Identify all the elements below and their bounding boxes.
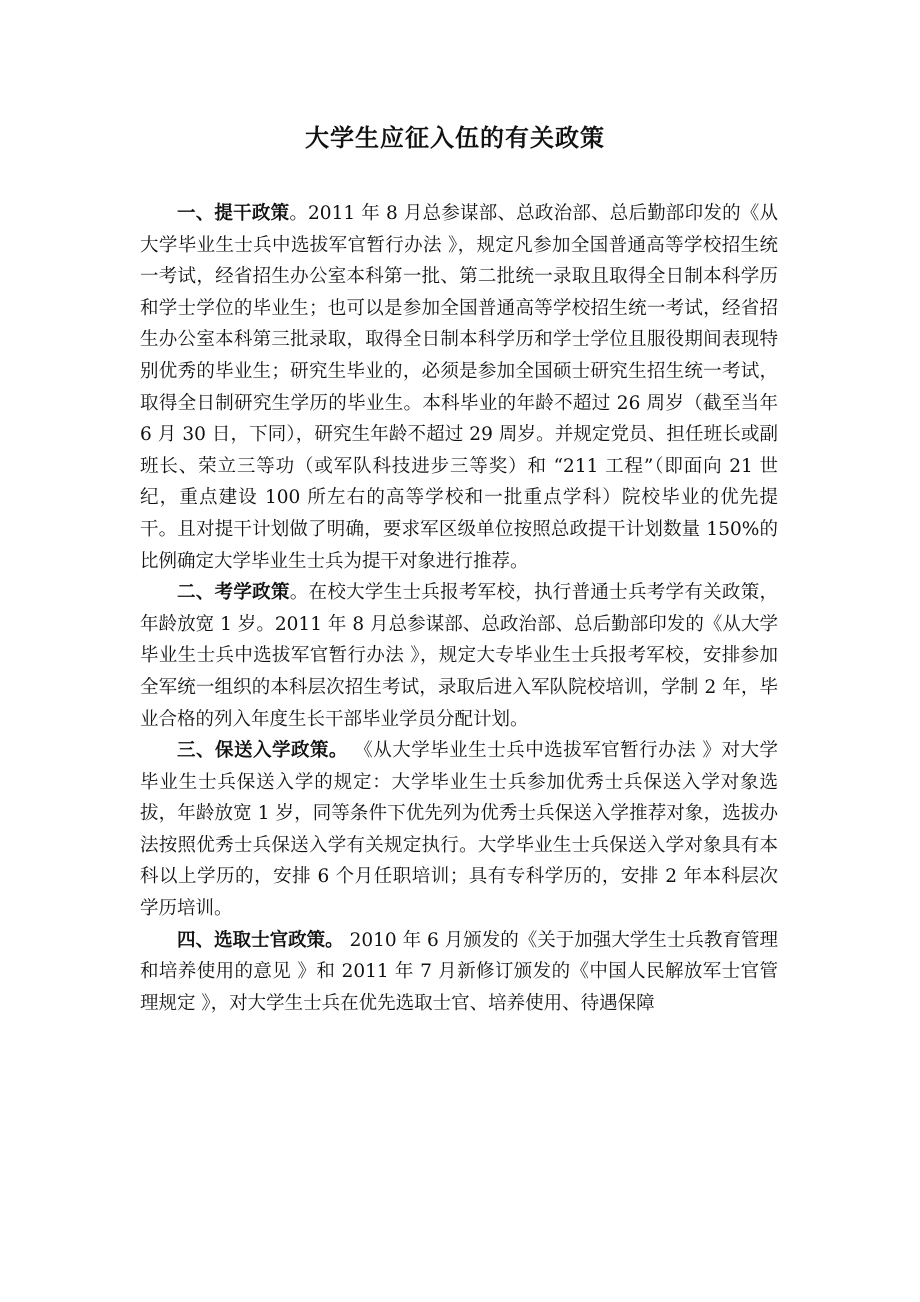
paragraph-heading: 一、提干政策 <box>177 203 290 224</box>
document-body <box>140 198 778 1019</box>
paragraph-heading: 三、保送入学政策。 <box>177 740 348 762</box>
document-title: 大学生应征入伍的有关政策 <box>305 123 605 152</box>
paragraph-recommended-admission-policy <box>140 735 778 925</box>
paragraph-heading: 四、选取士官政策。 <box>177 929 344 951</box>
paragraph-text: 。在校大学生士兵报考军校，执行普通士兵考学有关政策，年龄放宽 1 岁。2011 年 8 月总参谋部、总政治部、总后勤部印发的《从大学毕业生士兵中选拔军官暂行办法 》，规定大专毕业生士兵报考军校，安排参加全军统一组织的本科层次招生考试，录取后进入军队院校培训，学制 2 年，毕业合格的列入年度生长干部毕业学员分配计划。 <box>140 582 778 730</box>
paragraph-heading: 二、考学政策 <box>177 582 290 604</box>
paragraph-text: 。2011 年 8 月总参谋部、总政治部、总后勤部印发的《从大学毕业生士兵中选拔军官暂行办法 》，规定凡参加全国普通高等学校招生统一考试，经省招生办公室本科第一批、第二批统一录取且取得全日制本科学历和学士学位的毕业生；也可以是参加全国普通高等学校招生统一考试，经省招生办公室本科第三批录取，取得全日制本科学历和学士学位且服役期间表现特别优秀的毕业生；研究生毕业的，必须是参加全国硕士研究生招生统一考试，取得全日制研究生学历的毕业生。本科毕业的年龄不超过 26 周岁（截至当年 6 月 30 日，下同），研究生年龄不超过 29 周岁。并规定党员、担任班长或副班长、荣立三等功（或军队科技进步三等奖）和 “211 工程”（即面向 21 世纪，重点建设 100 所左右的高等学校和一批重点学科）院校毕业的优先提干。且对提干计划做了明确，要求军区级单位按照总政提干计划数量 150%的比例确定大学毕业生士兵为提干对象进行推荐。 <box>140 203 778 572</box>
paragraph-cadre-promotion-policy <box>140 198 778 577</box>
paragraph-text: 《从大学毕业生士兵中选拔军官暂行办法 》对大学毕业生士兵保送入学的规定：大学毕业生士兵参加优秀士兵保送入学对象选拔，年龄放宽 1 岁，同等条件下优先列为优秀士兵保送入学推荐对象，选拔办法按照优秀士兵保送入学有关规定执行。大学毕业生士兵保送入学对象具有本科以上学历的，安排 6 个月任职培训；具有专科学历的，安排 2 年本科层次学历培训。 <box>140 740 778 920</box>
paragraph-text: 2010 年 6 月颁发的《关于加强大学生士兵教育管理和培养使用的意见 》和 2011 年 7 月新修订颁发的《中国人民解放军士官管理规定 》，对大学生士兵在优先选取士官、培养使用、待遇保障 <box>140 929 778 1014</box>
paragraph-nco-selection-policy <box>140 925 778 1020</box>
paragraph-exam-admission-policy <box>140 577 778 735</box>
